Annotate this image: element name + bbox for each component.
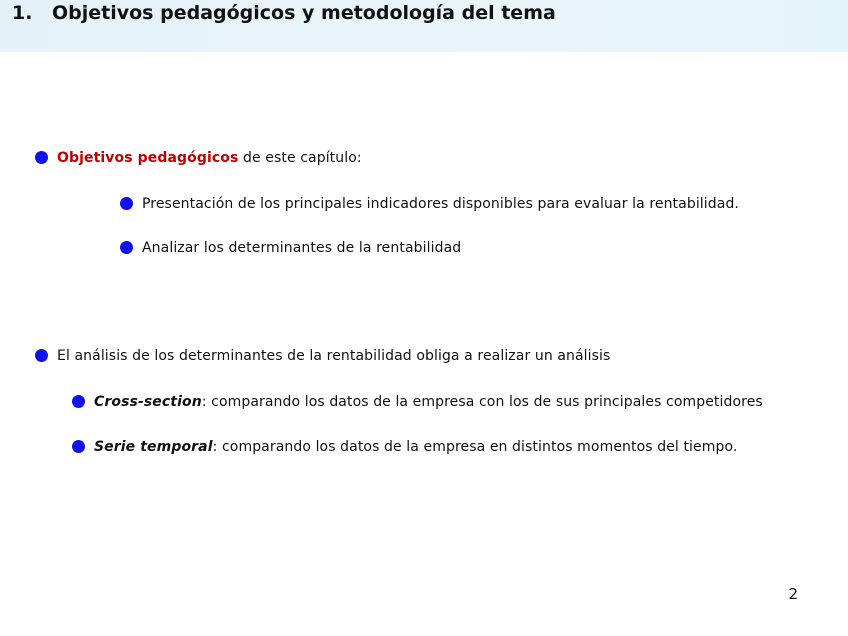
bullet-dot-icon: [72, 440, 85, 453]
sub-bullet-item: [120, 196, 739, 212]
sub-bullet-text: Analizar los determinantes de la rentabilidad: [142, 240, 462, 256]
objectives-highlight: Objetivos pedagógicos: [57, 150, 239, 166]
slide-title: [12, 2, 556, 24]
title-number: 1.: [12, 2, 33, 24]
bullet-objectives: [35, 150, 362, 166]
sub-bullet-item: [72, 439, 737, 455]
page-number: 2: [788, 585, 798, 603]
bullet-dot-icon: [120, 241, 133, 254]
objectives-rest: de este capítulo:: [238, 150, 362, 166]
sub-bullet-term: Cross-section: [94, 394, 202, 410]
sub-bullet-desc: : comparando los datos de la empresa en distintos momentos del tiempo.: [212, 439, 738, 455]
sub-bullet-item: [120, 240, 461, 256]
analysis-text: El análisis de los determinantes de la rentabilidad obliga a realizar un análisis: [57, 348, 611, 364]
title-text: Objetivos pedagógicos y metodología del tema: [52, 2, 556, 24]
bullet-dot-icon: [35, 151, 48, 164]
bullet-analysis: [35, 348, 610, 364]
sub-bullet-desc: : comparando los datos de la empresa con los de sus principales competidores: [201, 394, 763, 410]
sub-bullet-text: Presentación de los principales indicadores disponibles para evaluar la rentabilidad.: [142, 196, 739, 212]
sub-bullet-term: Serie temporal: [94, 439, 213, 455]
sub-bullet-item: [72, 394, 763, 410]
bullet-dot-icon: [120, 197, 133, 210]
bullet-dot-icon: [35, 349, 48, 362]
bullet-dot-icon: [72, 395, 85, 408]
